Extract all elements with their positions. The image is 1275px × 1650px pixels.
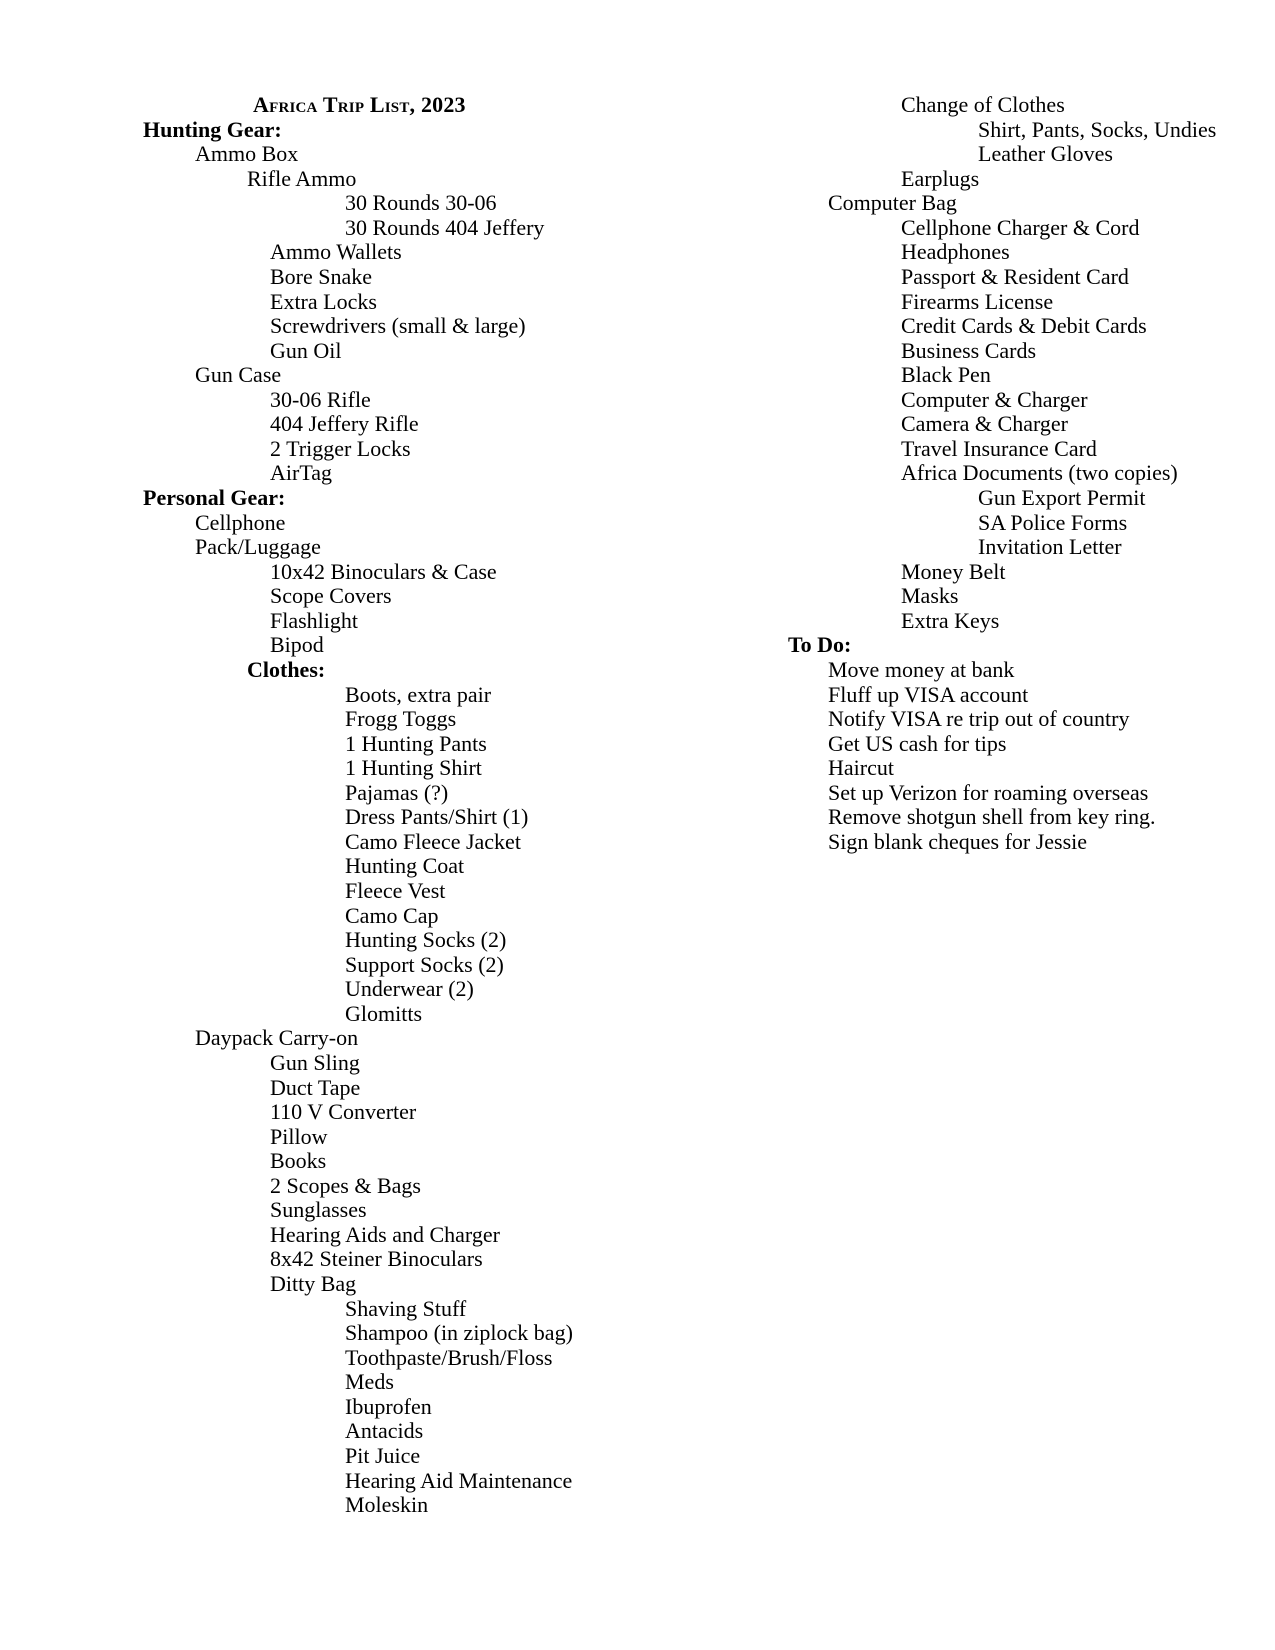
list-item: Cellphone Charger & Cord — [901, 214, 1140, 240]
list-item: Extra Locks — [270, 288, 377, 314]
list-item: 30-06 Rifle — [270, 386, 371, 412]
list-item: Dress Pants/Shirt (1) — [345, 804, 529, 830]
list-item: 10x42 Binoculars & Case — [270, 558, 497, 584]
list-item: Rifle Ammo — [247, 165, 357, 191]
list-item: Ammo Wallets — [270, 239, 402, 265]
list-item: Shampoo (in ziplock bag) — [345, 1320, 573, 1346]
list-item: 30 Rounds 30-06 — [345, 190, 497, 216]
list-item: Invitation Letter — [978, 534, 1122, 560]
list-item: Pack/Luggage — [195, 534, 321, 560]
document-title: Africa Trip List, 2023 — [253, 92, 466, 117]
list-item: Sign blank cheques for Jessie — [828, 828, 1088, 854]
list-item: Fluff up VISA account — [828, 681, 1029, 707]
list-item: SA Police Forms — [978, 509, 1128, 535]
list-item: Business Cards — [901, 337, 1037, 363]
list-item: Shaving Stuff — [345, 1295, 467, 1321]
list-item: Daypack Carry-on — [195, 1025, 359, 1051]
list-item: Camo Fleece Jacket — [345, 828, 521, 854]
list-item: Haircut — [828, 755, 894, 781]
list-item: Africa Documents (two copies) — [901, 460, 1178, 486]
list-item: Change of Clothes — [901, 92, 1065, 117]
list-item: Duct Tape — [270, 1074, 361, 1100]
list-item: Passport & Resident Card — [901, 263, 1129, 289]
list-item: Gun Case — [195, 362, 282, 388]
list-item: Money Belt — [901, 558, 1006, 584]
section-heading-to-do: To Do: — [788, 632, 852, 658]
list-item: Pit Juice — [345, 1442, 421, 1468]
list-item: Ibuprofen — [345, 1393, 432, 1419]
list-item: Get US cash for tips — [828, 730, 1007, 756]
list-item: Camera & Charger — [901, 411, 1068, 437]
list-item: 404 Jeffery Rifle — [270, 411, 419, 437]
list-item: Scope Covers — [270, 583, 392, 609]
section-heading-clothes: Clothes: — [247, 656, 326, 682]
list-item: Bipod — [270, 632, 324, 658]
list-item: Shirt, Pants, Socks, Undies — [978, 116, 1217, 142]
list-item: 2 Scopes & Bags — [270, 1172, 421, 1198]
section-heading-personal-gear: Personal Gear: — [143, 485, 286, 510]
list-item: Hearing Aids and Charger — [270, 1221, 500, 1247]
list-item: Bore Snake — [270, 263, 373, 289]
list-item: Pillow — [270, 1123, 328, 1149]
list-item: 8x42 Steiner Binoculars — [270, 1246, 483, 1272]
list-item: Glomitts — [345, 1000, 423, 1026]
list-item: Move money at bank — [828, 656, 1015, 682]
list-item: Extra Keys — [901, 607, 1000, 633]
section-heading-hunting-gear: Hunting Gear: — [143, 116, 282, 142]
list-item: 2 Trigger Locks — [270, 435, 411, 461]
list-item: 30 Rounds 404 Jeffery — [345, 214, 545, 240]
list-item: Travel Insurance Card — [901, 435, 1097, 461]
list-item: Computer Bag — [828, 190, 957, 216]
list-item: Sunglasses — [270, 1197, 367, 1223]
list-item: Credit Cards & Debit Cards — [901, 313, 1147, 339]
list-item: AirTag — [270, 460, 332, 486]
list-item: Gun Export Permit — [978, 485, 1146, 510]
list-item: Fleece Vest — [345, 878, 446, 903]
list-item: Masks — [901, 583, 959, 609]
list-item: Cellphone — [195, 509, 286, 535]
list-item: Gun Sling — [270, 1049, 360, 1075]
list-item: Camo Cap — [345, 902, 439, 928]
list-item: Computer & Charger — [901, 386, 1088, 412]
list-item: Frogg Toggs — [345, 706, 457, 732]
list-item: Flashlight — [270, 607, 359, 633]
list-item: Support Socks (2) — [345, 951, 504, 977]
list-item: Gun Oil — [270, 337, 342, 363]
list-item: Moleskin — [345, 1492, 429, 1518]
list-item: Toothpaste/Brush/Floss — [345, 1344, 553, 1370]
list-item: Hearing Aid Maintenance — [345, 1467, 573, 1493]
list-item: Leather Gloves — [978, 141, 1113, 167]
list-item: Hunting Socks (2) — [345, 927, 507, 953]
list-item: Remove shotgun shell from key ring. — [828, 804, 1156, 830]
list-item: Meds — [345, 1369, 394, 1395]
list-item: Earplugs — [901, 165, 980, 191]
list-item: Ammo Box — [195, 141, 299, 167]
list-item: Antacids — [345, 1418, 424, 1444]
list-item: Firearms License — [901, 288, 1054, 314]
list-item: Hunting Coat — [345, 853, 465, 879]
list-item: Notify VISA re trip out of country — [828, 706, 1130, 732]
list-item: Headphones — [901, 239, 1010, 265]
list-item: Books — [270, 1148, 327, 1174]
list-item: Set up Verizon for roaming overseas — [828, 779, 1149, 805]
list-item: Underwear (2) — [345, 976, 474, 1002]
list-item: Black Pen — [901, 362, 991, 388]
list-item: Ditty Bag — [270, 1271, 357, 1296]
list-item: Screwdrivers (small & large) — [270, 313, 526, 339]
list-item: Boots, extra pair — [345, 681, 492, 707]
list-item: Pajamas (?) — [345, 779, 449, 805]
list-item: 110 V Converter — [270, 1099, 417, 1125]
list-item: 1 Hunting Shirt — [345, 755, 482, 781]
list-item: 1 Hunting Pants — [345, 730, 487, 756]
right-column — [0, 93, 1216, 854]
